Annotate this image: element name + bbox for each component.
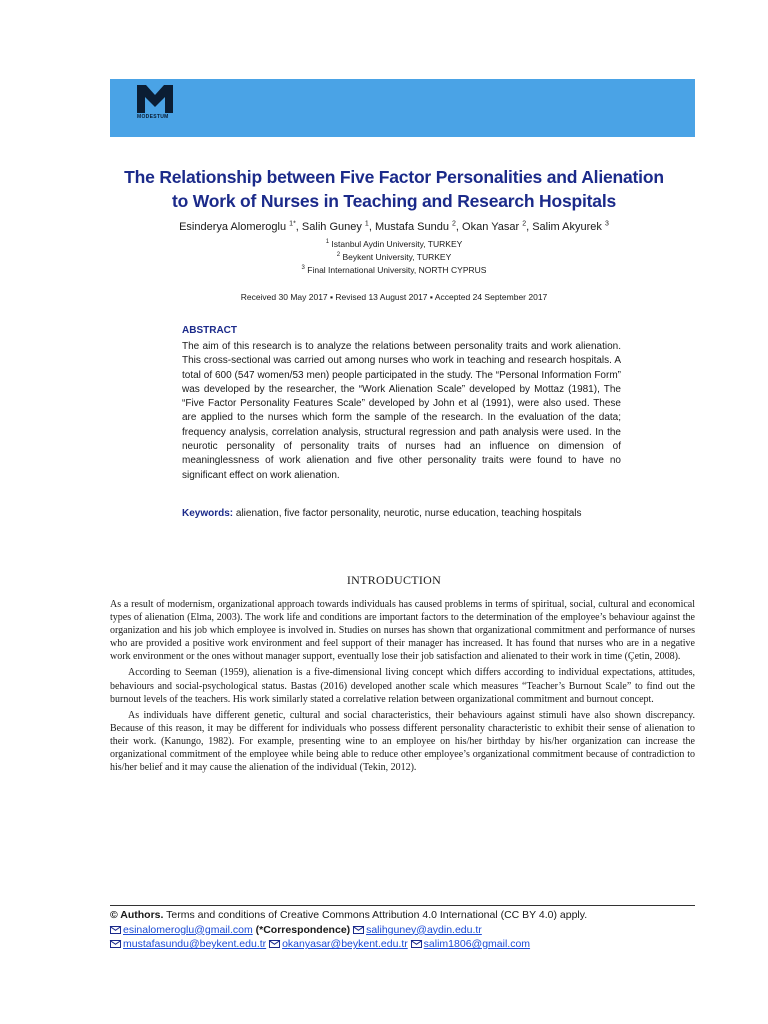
paragraph: As a result of modernism, organizational approach towards individuals has caused problems in terms of spiritual, social, cultural and economical types of alienation (Elma, 2003). The work life and conditions are important factors to the determination of the employee’s behaviour against the organization and his job which employee is involved in. Studies on nurses has shown that organizational commitment and performance of nurses who are provided a positive work environment and feel support of their manager has increased. It has found that nurses who are in a negative work environment or the ones without manager support, eventually lose their job satisfaction and alienated to their work in time (Çetin, 2008). bbox=[110, 599, 695, 663]
email-line-2 bbox=[110, 937, 710, 952]
author: Esinderya Alomeroglu $^{1*}$, bbox=[179, 220, 302, 233]
paragraph: As individuals have different genetic, cultural and social characteristics, their behaviours against stimuli have also shown discrepancy. Because of this reason, it may be different for individuals who possess different personality characteristic to exhibit their sense of alienation to their work. (Kanungo, 1982). For example, presenting wine to an employee on his/her birthday by his/her organization can increase the organizational commitment of the employee while being able to reduce other employee’s organizational commitment because of contradiction to his/her belief and it may cause the alienation of the individual (Tekin, 2012). bbox=[110, 709, 695, 774]
keywords-text: alienation, five factor personality, neurotic, nurse education, teaching hospitals bbox=[233, 508, 582, 519]
correspondence-note: (*Correspondence) bbox=[252, 923, 351, 936]
keywords-label: Keywords: bbox=[182, 508, 234, 519]
title-line-2: to Work of Nurses in Teaching and Research Hospitals bbox=[171, 191, 617, 211]
email-link[interactable]: okanyasar@beykent.edu.tr bbox=[282, 938, 408, 950]
footer bbox=[110, 908, 710, 952]
envelope-icon bbox=[110, 926, 121, 934]
affiliation-3: $^3$ Final International University, NORTH CYPRUS bbox=[301, 264, 487, 275]
affiliation-1: $^1$ Istanbul Aydin University, TURKEY bbox=[325, 238, 463, 249]
title-line-1: The Relationship between Five Factor Personalities and Alienation bbox=[124, 167, 664, 187]
modestum-logo-mark bbox=[137, 85, 173, 113]
email-link[interactable]: esinalomeroglu@gmail.com bbox=[123, 923, 253, 936]
keywords bbox=[182, 507, 621, 521]
author: Salih Guney $^1$, bbox=[301, 220, 375, 233]
footer-divider bbox=[110, 905, 695, 906]
modestum-logo bbox=[137, 85, 177, 125]
author: Okan Yasar $^2$, bbox=[462, 220, 533, 233]
abstract-heading: ABSTRACT bbox=[182, 325, 237, 336]
paragraph: According to Seeman (1959), alienation is a five-dimensional living concept which differs according to individual expectations, attitudes, behaviours and social-psychological status. Bastas (2016) developed another scale which measures “Teacher’s Burnout Scale” to find out the burnout levels of the teachers. His work similarly stated a correlative relation between organizational commitment and burnout concept. bbox=[110, 667, 695, 705]
email-link[interactable]: mustafasundu@beykent.edu.tr bbox=[123, 938, 267, 950]
envelope-icon bbox=[269, 940, 280, 948]
email-link[interactable]: salihguney@aydin.edu.tr bbox=[366, 923, 482, 936]
license-line bbox=[110, 908, 710, 923]
author: Mustafa Sundu $^2$, bbox=[374, 220, 463, 233]
section-heading-introduction: INTRODUCTION bbox=[346, 573, 442, 587]
affiliation-2: $^2$ Beykent University, TURKEY bbox=[336, 251, 452, 262]
paper-title bbox=[60, 165, 728, 213]
email-link[interactable]: salim1806@gmail.com bbox=[423, 938, 531, 950]
author-list bbox=[60, 217, 728, 234]
abstract-text: The aim of this research is to analyze the relations between personality traits and work alienation. This cross-sectional was carried out among nurses who work in teaching and research hospitals. A total of 600 (547 women/53 men) people participated in the study. The “Personal Information Form” was developed by the researcher, the “Work Alienation Scale” developed by Mottaz (1981), The “Five Factor Personality Features Scale” developed by John et al (1991), were also used. These are applied to the nurses which form the sample of the research. In the evaluation of the data; frequency analysis, correlation analysis, structural regression and path analysis were used. In the neurotic personality of personality traits of nurses had an influence on dimension of meaninglessness of work alienation and five other personality traits were found to have no significant effect on work alienation. bbox=[182, 341, 621, 481]
journal-banner bbox=[110, 79, 695, 137]
email-line-1 bbox=[110, 923, 710, 938]
envelope-icon bbox=[110, 940, 121, 948]
envelope-icon bbox=[353, 926, 364, 934]
logo-text: MODESTUM bbox=[137, 114, 169, 120]
publication-dates: Received 30 May 2017 ▪ Revised 13 August 2017 ▪ Accepted 24 September 2017 bbox=[240, 292, 548, 302]
author: Salim Akyurek $^3$ bbox=[532, 220, 609, 233]
copyright-label: © Authors. bbox=[110, 909, 164, 921]
license-text: Terms and conditions of Creative Commons Attribution 4.0 International (CC BY 4.0) apply. bbox=[163, 909, 588, 921]
introduction-body bbox=[110, 598, 695, 777]
envelope-icon bbox=[411, 940, 422, 948]
